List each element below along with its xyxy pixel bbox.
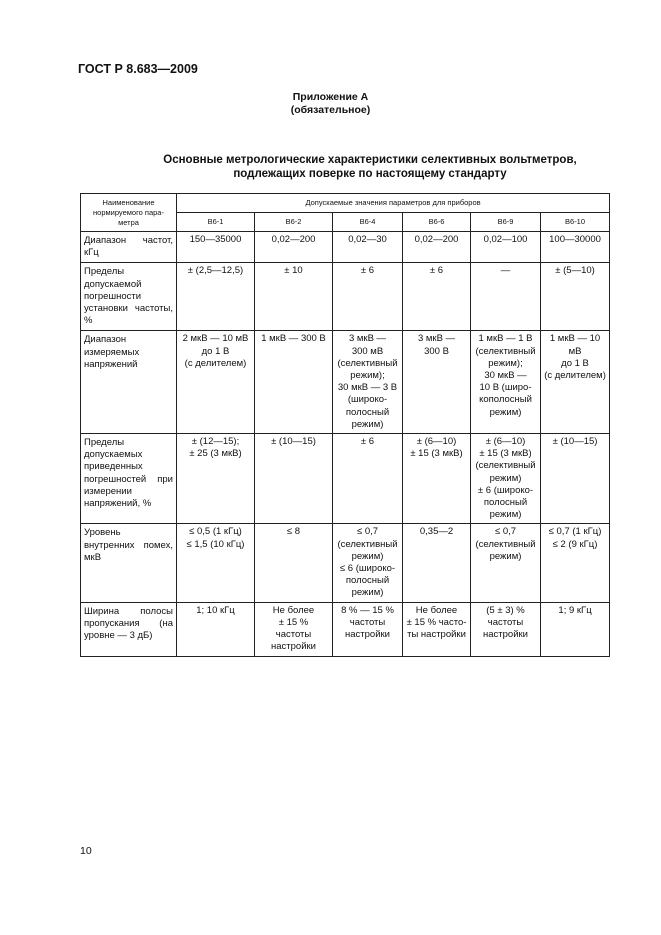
value-line: 1; 9 кГц xyxy=(558,604,592,616)
value-line: ± 15 % xyxy=(278,616,309,628)
value-line: режим); xyxy=(350,370,385,382)
value-cell xyxy=(333,602,403,656)
value-line: 8 % — 15 % xyxy=(341,604,394,616)
value-line: ± 15 (3 мкВ) xyxy=(479,448,532,460)
value-line: ≤ 0,7 xyxy=(356,526,379,538)
table-row xyxy=(81,263,610,331)
value-cell xyxy=(471,232,541,263)
value-line: 0,02—200 xyxy=(414,234,459,245)
value-line: ± (2,5—12,5) xyxy=(187,265,244,277)
value-line: ± 6 xyxy=(360,265,375,277)
value-cell xyxy=(255,434,333,524)
value-line: (селективный xyxy=(475,345,536,357)
value-cell xyxy=(403,524,471,602)
value-line: ≤ 8 xyxy=(286,526,301,538)
value-line: частоты xyxy=(487,616,524,628)
value-line: ≤ 1,5 (10 кГц) xyxy=(186,538,245,550)
instrument-header: В6-10 xyxy=(541,213,610,232)
value-line: 0,02—200 xyxy=(271,234,316,245)
value-line: настройки xyxy=(345,629,390,641)
value-line: 30 мкВ — 3 В xyxy=(337,382,398,394)
table-row xyxy=(81,434,610,524)
value-line: ± 6 xyxy=(360,436,375,448)
value-cell xyxy=(541,434,610,524)
value-line: до 1 В xyxy=(561,357,589,369)
value-line: 10 В (широ- xyxy=(479,382,532,394)
value-cell xyxy=(541,232,610,263)
value-line: ± 15 (3 мкВ) xyxy=(410,448,463,460)
value-line: 2 мкВ — 10 мВ xyxy=(182,333,249,345)
table-title xyxy=(60,153,661,181)
value-line: ± 6 xyxy=(429,265,444,277)
value-line: 100—30000 xyxy=(549,234,601,245)
value-cell xyxy=(177,263,255,331)
value-cell xyxy=(255,602,333,656)
value-line: ± 25 (3 мкВ) xyxy=(189,448,242,460)
value-line: полосный xyxy=(345,406,390,418)
value-line: кополосный xyxy=(479,394,532,406)
value-line: полосный xyxy=(483,497,528,509)
value-cell xyxy=(333,524,403,602)
value-line: ≤ 0,7 (1 кГц) xyxy=(548,526,602,538)
value-cell xyxy=(471,331,541,434)
table-row xyxy=(81,331,610,434)
value-line: ± (6—10) xyxy=(485,436,526,448)
value-line: (селективный xyxy=(337,357,398,369)
value-line: — xyxy=(500,265,511,277)
value-line: 300 мВ xyxy=(351,345,384,357)
value-cell xyxy=(333,263,403,331)
instrument-header: В6-6 xyxy=(403,213,471,232)
value-cell xyxy=(541,602,610,656)
value-line: (широко- xyxy=(347,394,388,406)
table-row xyxy=(81,524,610,602)
value-line: ≤ 2 (9 кГц) xyxy=(552,538,598,550)
value-cell xyxy=(255,331,333,434)
value-line: режим) xyxy=(351,587,384,599)
table-body xyxy=(81,232,610,657)
value-line: режим); xyxy=(488,357,523,369)
table-row xyxy=(81,602,610,656)
value-cell xyxy=(333,232,403,263)
value-line: (5 ± 3) % xyxy=(486,604,525,616)
value-line: 300 В xyxy=(424,345,449,357)
value-line: 3 мкВ — xyxy=(348,333,387,345)
value-line: частоты xyxy=(349,616,386,628)
header-line: нормируемого пара- xyxy=(93,207,164,217)
value-cell xyxy=(255,263,333,331)
value-line: ≤ 0,7 xyxy=(494,526,517,538)
value-cell xyxy=(177,524,255,602)
value-line: частоты xyxy=(275,629,312,641)
value-line: (с делителем) xyxy=(544,370,606,382)
value-line: 0,35—2 xyxy=(419,526,454,538)
value-cell xyxy=(403,434,471,524)
value-line: ± (5—10) xyxy=(555,265,595,277)
appendix-title: Приложение А xyxy=(292,91,369,103)
value-line: ± (6—10) xyxy=(416,436,457,448)
instrument-header: В6-4 xyxy=(333,213,403,232)
parameter-name: Ширина полосы пропускания (на уровне — 3 дБ) xyxy=(81,602,177,656)
value-cell xyxy=(255,232,333,263)
instrument-header: В6-2 xyxy=(255,213,333,232)
value-line: режим) xyxy=(489,509,522,521)
value-line: 1 мкВ — 300 В xyxy=(261,333,326,345)
value-line: 1 мкВ — 1 В xyxy=(478,333,533,345)
value-cell xyxy=(541,263,610,331)
value-cell xyxy=(403,331,471,434)
table-title-line-2: подлежащих поверке по настоящему стандарту xyxy=(233,168,507,180)
value-line: 0,02—100 xyxy=(483,234,528,245)
value-line: режим) xyxy=(489,472,522,484)
value-line: до 1 В xyxy=(201,345,230,357)
table-title-line-1: Основные метрологические характеристики селективных вольтметров, xyxy=(163,154,577,166)
value-cell xyxy=(471,524,541,602)
value-cell xyxy=(541,331,610,434)
value-line: (селективный xyxy=(337,538,398,550)
instruments-group-header: Допускаемые значения параметров для приборов xyxy=(177,194,610,213)
value-line: ты настройки xyxy=(407,629,466,641)
value-cell xyxy=(177,434,255,524)
instrument-header: В6-9 xyxy=(471,213,541,232)
value-line: (селективный xyxy=(475,460,536,472)
value-line: ± (10—15) xyxy=(271,436,316,448)
value-line: режим) xyxy=(489,550,522,562)
value-line: режим) xyxy=(351,418,384,430)
value-cell xyxy=(333,331,403,434)
value-cell xyxy=(471,263,541,331)
parameter-name: Уровень внутренних помех, мкВ xyxy=(81,524,177,602)
page-number: 10 xyxy=(80,845,92,857)
value-line: режим) xyxy=(351,550,384,562)
value-cell xyxy=(471,434,541,524)
instrument-header: В6-1 xyxy=(177,213,255,232)
header-line: Наименование xyxy=(102,197,155,207)
value-line: 0,02—30 xyxy=(348,234,387,245)
value-cell xyxy=(541,524,610,602)
value-line: ≤ 0,5 (1 кГц) xyxy=(189,526,242,538)
value-line: настройки xyxy=(483,629,528,641)
value-line: ± 10 xyxy=(284,265,303,277)
value-line: ≤ 6 (широко- xyxy=(339,563,396,575)
appendix-heading xyxy=(0,91,661,117)
parameter-name: Пределы допускаемой погрешности установки частоты, % xyxy=(81,263,177,331)
value-line: Не более xyxy=(415,604,458,616)
parameter-name-header xyxy=(81,194,177,232)
table-row xyxy=(81,232,610,263)
appendix-note: (обязательное) xyxy=(290,104,371,116)
header-line: метра xyxy=(118,217,139,227)
value-cell xyxy=(255,524,333,602)
value-cell xyxy=(177,232,255,263)
value-line: Не более xyxy=(272,604,315,616)
value-line: 1 мкВ — 10 мВ xyxy=(549,333,601,357)
parameter-name: Диапазон измеряемых напряжений xyxy=(81,331,177,434)
value-cell xyxy=(177,331,255,434)
value-cell xyxy=(403,602,471,656)
value-line: 150—35000 xyxy=(189,234,242,245)
value-cell xyxy=(177,602,255,656)
value-line: ± (10—15) xyxy=(552,436,598,448)
value-line: 1; 10 кГц xyxy=(196,604,235,616)
characteristics-table xyxy=(80,193,610,657)
value-line: (селективный xyxy=(475,538,536,550)
parameter-name: Диапазон частот, кГц xyxy=(81,232,177,263)
value-cell xyxy=(471,602,541,656)
parameter-name: Пределы допускаемых приведенных погрешностей при измерении напряжений, % xyxy=(81,434,177,524)
value-line: ± (12—15); xyxy=(191,436,240,448)
standard-number: ГОСТ Р 8.683—2009 xyxy=(78,62,198,76)
value-line: полосный xyxy=(345,575,390,587)
value-cell xyxy=(403,263,471,331)
value-line: 30 мкВ — xyxy=(484,370,527,382)
value-line: (с делителем) xyxy=(184,357,247,369)
value-line: ± 6 (широко- xyxy=(477,484,534,496)
value-line: ± 15 % часто- xyxy=(406,616,467,628)
value-cell xyxy=(403,232,471,263)
value-line: 3 мкВ — xyxy=(417,333,456,345)
value-line: настройки xyxy=(271,641,316,653)
value-cell xyxy=(333,434,403,524)
value-line: режим) xyxy=(489,406,522,418)
